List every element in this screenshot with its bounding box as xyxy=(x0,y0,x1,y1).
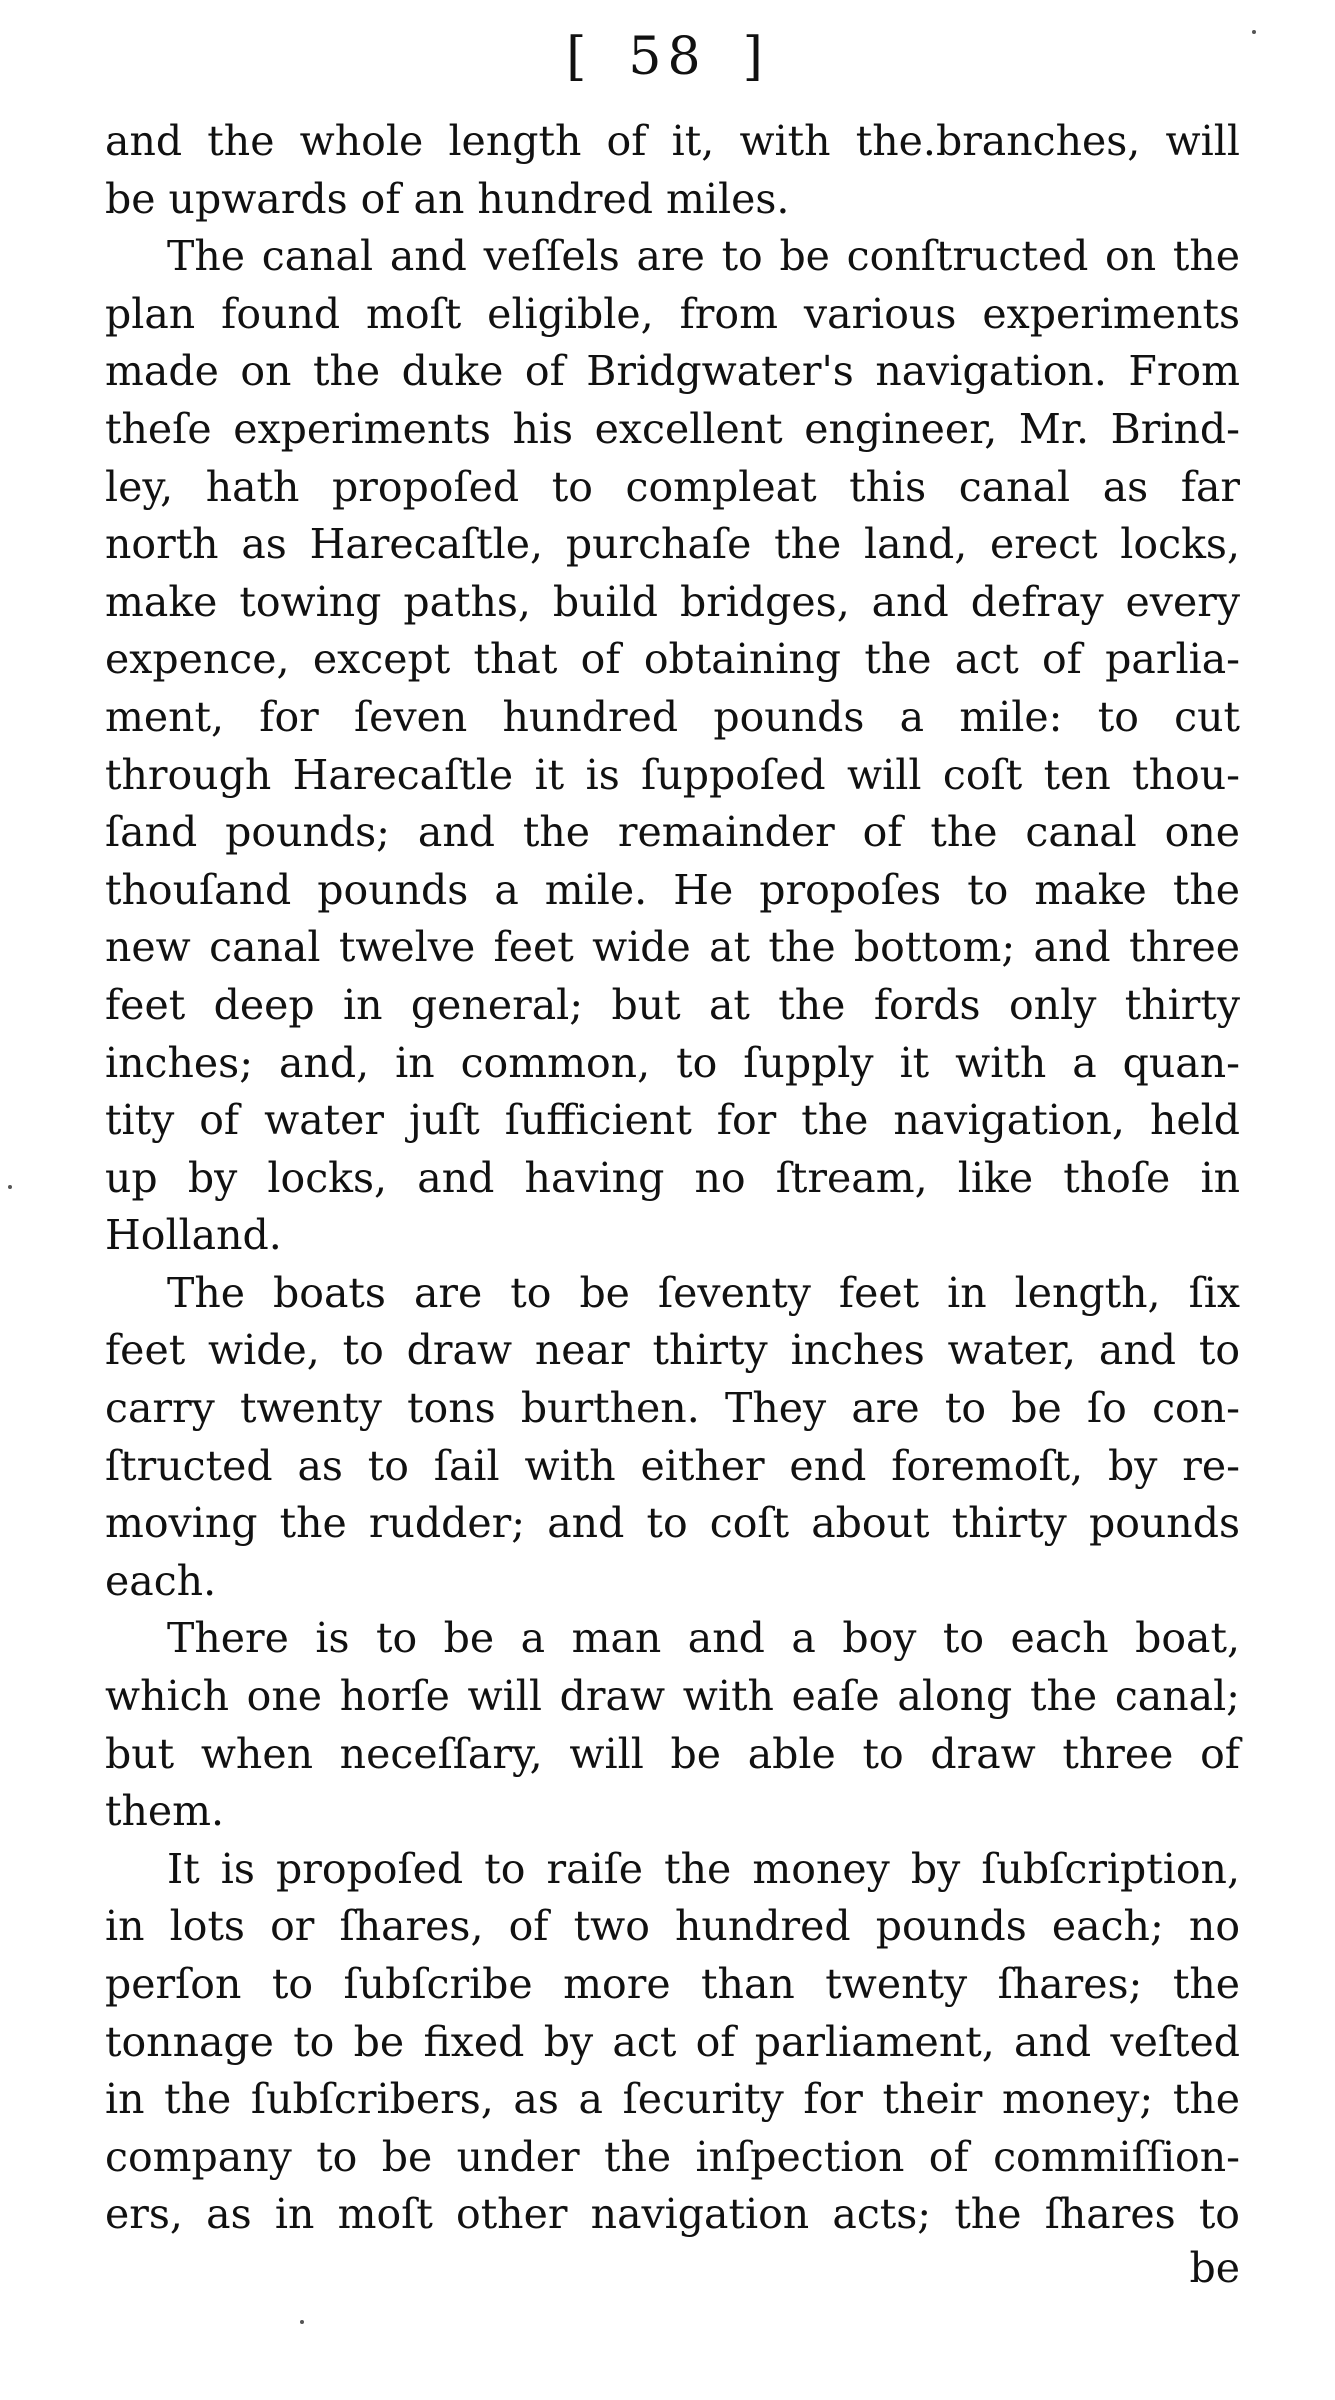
text-line: It is propoſed to raiſe the money by ſubſcription, xyxy=(167,1844,1240,1893)
text-line: company to be under the inſpection of commiſſion- xyxy=(105,2132,1240,2181)
text-line: There is to be a man and a boy to each boat, xyxy=(167,1614,1240,1663)
text-line: feet deep in general; but at the fords only thirty xyxy=(105,980,1240,1029)
text-line: new canal twelve feet wide at the bottom; and three xyxy=(105,923,1240,972)
text-line: moving the rudder; and to coſt about thirty pounds xyxy=(105,1499,1240,1548)
text-line: and the whole length of it, with the.branches, will xyxy=(105,117,1240,165)
text-line: perſon to ſubſcribe more than twenty ſhares; the xyxy=(105,1960,1240,2008)
text-line: thouſand pounds a mile. He propoſes to make the xyxy=(105,865,1240,914)
paper-speck xyxy=(1252,30,1256,34)
text-line: ley, hath propoſed to compleat this canal as far xyxy=(105,462,1240,511)
text-line: made on the duke of Bridgwater's navigation. From xyxy=(105,347,1240,396)
text-line: in the ſubſcribers, as a ſecurity for their money; the xyxy=(105,2075,1240,2124)
bracket-close: ] xyxy=(742,27,769,87)
text-line: The canal and veſſels are to be conſtructed on the xyxy=(167,232,1240,281)
text-line: plan found moſt eligible, from various experiments xyxy=(105,289,1240,338)
body-text xyxy=(105,113,1240,2244)
text-line: each. xyxy=(105,1556,217,1605)
text-line: ſtructed as to ſail with either end foremoſt, by re- xyxy=(105,1441,1240,1490)
text-line: The boats are to be ſeventy feet in length, ſix xyxy=(167,1268,1240,1317)
text-line: north as Harecaſtle, purchaſe the land, erect locks, xyxy=(105,520,1240,569)
text-line: inches; and, in common, to ſupply it with a quan- xyxy=(105,1038,1240,1087)
paper-speck xyxy=(300,2320,304,2324)
text-line: feet wide, to draw near thirty inches water, and to xyxy=(105,1326,1240,1375)
paper-speck xyxy=(8,1185,12,1189)
text-line: Holland. xyxy=(105,1211,282,1260)
bracket-open: [ xyxy=(566,27,593,87)
text-line: them. xyxy=(105,1787,225,1836)
text-line: through Harecaſtle it is ſuppoſed will coſt ten thou- xyxy=(105,750,1240,799)
text-line: in lots or ſhares, of two hundred pounds each; no xyxy=(105,1902,1240,1951)
text-line: ers, as in moſt other navigation acts; the ſhares to xyxy=(105,2190,1240,2239)
text-line: which one horſe will draw with eaſe along the canal; xyxy=(105,1672,1240,1721)
text-line: tity of water juſt ſufficient for the navigation, held xyxy=(105,1096,1240,1145)
page-number-header xyxy=(0,22,1335,92)
text-line: make towing paths, build bridges, and defray every xyxy=(105,577,1240,626)
page-number: 58 xyxy=(628,27,707,87)
text-line: expence, except that of obtaining the act of parlia- xyxy=(105,635,1240,684)
text-line: ment, for ſeven hundred pounds a mile: to cut xyxy=(105,692,1240,741)
text-line: up by locks, and having no ſtream, like thoſe in xyxy=(105,1153,1240,1202)
text-line: carry twenty tons burthen. They are to be ſo con- xyxy=(105,1384,1240,1433)
text-line: theſe experiments his excellent engineer, Mr. Brind- xyxy=(105,404,1240,453)
text-line: but when neceſſary, will be able to draw three of xyxy=(105,1729,1240,1778)
text-line: tonnage to be fixed by act of parliament, and veſted xyxy=(105,2017,1240,2066)
catchword: be xyxy=(1189,2244,1240,2292)
text-line: be upwards of an hundred miles. xyxy=(105,174,790,223)
text-line: ſand pounds; and the remainder of the canal one xyxy=(105,808,1240,857)
